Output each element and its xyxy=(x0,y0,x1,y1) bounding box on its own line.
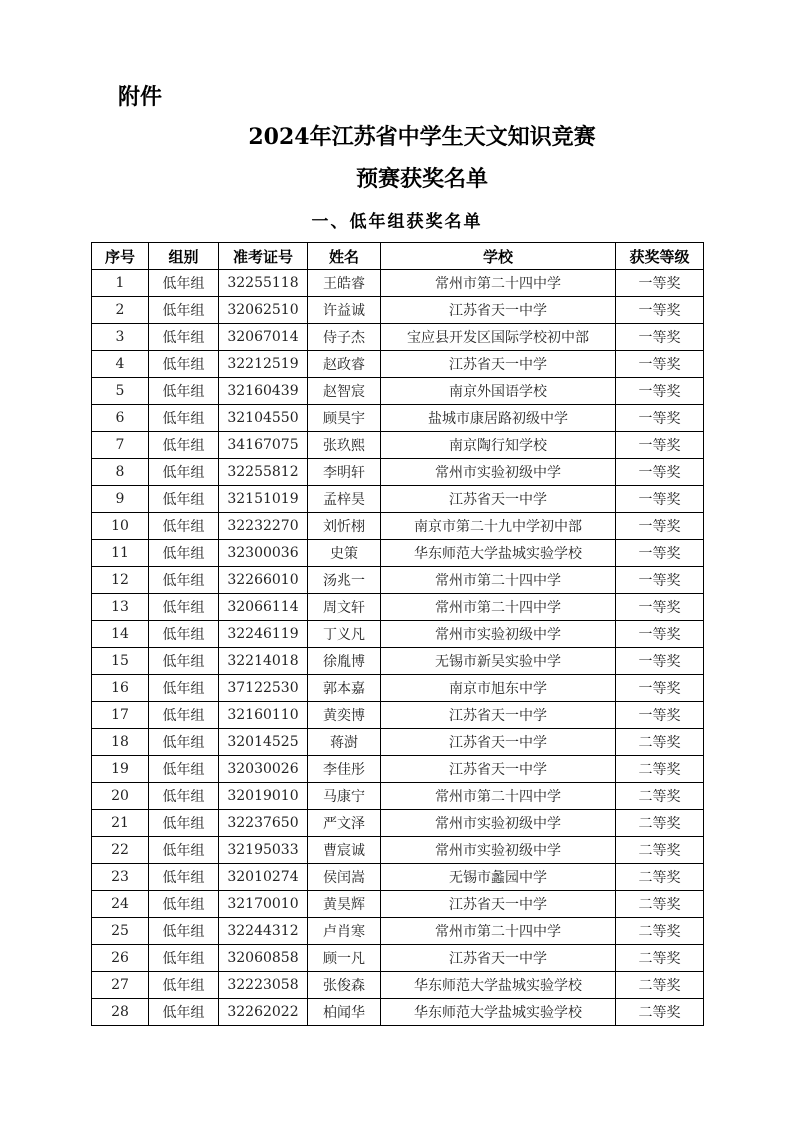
cell-exam-id: 32151019 xyxy=(219,486,308,513)
cell-serial: 20 xyxy=(92,783,149,810)
table-row xyxy=(92,297,704,324)
cell-school: 常州市实验初级中学 xyxy=(381,837,616,864)
cell-group: 低年组 xyxy=(149,486,219,513)
cell-group: 低年组 xyxy=(149,702,219,729)
cell-award-level: 二等奖 xyxy=(616,945,704,972)
cell-name: 郭本嘉 xyxy=(308,675,381,702)
cell-serial: 12 xyxy=(92,567,149,594)
cell-name: 侍子杰 xyxy=(308,324,381,351)
cell-name: 张俊森 xyxy=(308,972,381,999)
cell-exam-id: 32195033 xyxy=(219,837,308,864)
cell-school: 南京市第二十九中学初中部 xyxy=(381,513,616,540)
table-row xyxy=(92,324,704,351)
cell-school: 无锡市蠡园中学 xyxy=(381,864,616,891)
cell-group: 低年组 xyxy=(149,999,219,1026)
cell-school: 江苏省天一中学 xyxy=(381,945,616,972)
header-group: 组别 xyxy=(149,243,219,270)
cell-serial: 22 xyxy=(92,837,149,864)
cell-school: 常州市第二十四中学 xyxy=(381,567,616,594)
cell-school: 南京陶行知学校 xyxy=(381,432,616,459)
cell-school: 常州市第二十四中学 xyxy=(381,594,616,621)
table-row xyxy=(92,729,704,756)
cell-exam-id: 32067014 xyxy=(219,324,308,351)
cell-school: 常州市实验初级中学 xyxy=(381,810,616,837)
cell-award-level: 二等奖 xyxy=(616,810,704,837)
cell-serial: 6 xyxy=(92,405,149,432)
cell-serial: 8 xyxy=(92,459,149,486)
cell-exam-id: 32019010 xyxy=(219,783,308,810)
table-row xyxy=(92,486,704,513)
cell-exam-id: 32244312 xyxy=(219,918,308,945)
cell-name: 张玖熙 xyxy=(308,432,381,459)
cell-award-level: 二等奖 xyxy=(616,999,704,1026)
header-name: 姓名 xyxy=(308,243,381,270)
table-row xyxy=(92,621,704,648)
table-row xyxy=(92,756,704,783)
cell-school: 江苏省天一中学 xyxy=(381,351,616,378)
cell-group: 低年组 xyxy=(149,729,219,756)
cell-award-level: 二等奖 xyxy=(616,972,704,999)
table-row xyxy=(92,810,704,837)
table-row xyxy=(92,891,704,918)
cell-award-level: 二等奖 xyxy=(616,756,704,783)
cell-group: 低年组 xyxy=(149,675,219,702)
cell-award-level: 二等奖 xyxy=(616,918,704,945)
cell-serial: 18 xyxy=(92,729,149,756)
cell-award-level: 二等奖 xyxy=(616,864,704,891)
cell-group: 低年组 xyxy=(149,432,219,459)
table-row xyxy=(92,540,704,567)
cell-group: 低年组 xyxy=(149,567,219,594)
cell-exam-id: 32223058 xyxy=(219,972,308,999)
cell-name: 徐胤博 xyxy=(308,648,381,675)
cell-group: 低年组 xyxy=(149,594,219,621)
cell-award-level: 一等奖 xyxy=(616,540,704,567)
cell-exam-id: 34167075 xyxy=(219,432,308,459)
table-row xyxy=(92,513,704,540)
table-row xyxy=(92,675,704,702)
cell-serial: 21 xyxy=(92,810,149,837)
cell-school: 无锡市新吴实验中学 xyxy=(381,648,616,675)
cell-serial: 4 xyxy=(92,351,149,378)
cell-name: 赵政睿 xyxy=(308,351,381,378)
table-row xyxy=(92,459,704,486)
table-row xyxy=(92,648,704,675)
cell-group: 低年组 xyxy=(149,351,219,378)
cell-award-level: 二等奖 xyxy=(616,837,704,864)
cell-name: 孟梓昊 xyxy=(308,486,381,513)
cell-name: 黄奕博 xyxy=(308,702,381,729)
cell-serial: 14 xyxy=(92,621,149,648)
cell-group: 低年组 xyxy=(149,783,219,810)
cell-award-level: 一等奖 xyxy=(616,702,704,729)
table-header-row xyxy=(92,243,704,270)
cell-school: 江苏省天一中学 xyxy=(381,891,616,918)
cell-name: 蒋澍 xyxy=(308,729,381,756)
cell-school: 华东师范大学盐城实验学校 xyxy=(381,972,616,999)
cell-exam-id: 32160439 xyxy=(219,378,308,405)
cell-exam-id: 32232270 xyxy=(219,513,308,540)
cell-exam-id: 32170010 xyxy=(219,891,308,918)
cell-name: 许益诚 xyxy=(308,297,381,324)
cell-award-level: 一等奖 xyxy=(616,297,704,324)
award-table xyxy=(91,242,704,1026)
cell-group: 低年组 xyxy=(149,918,219,945)
header-school: 学校 xyxy=(381,243,616,270)
cell-school: 江苏省天一中学 xyxy=(381,756,616,783)
cell-exam-id: 32062510 xyxy=(219,297,308,324)
cell-serial: 1 xyxy=(92,270,149,297)
table-row xyxy=(92,945,704,972)
cell-exam-id: 32266010 xyxy=(219,567,308,594)
header-exam-id: 准考证号 xyxy=(219,243,308,270)
cell-school: 华东师范大学盐城实验学校 xyxy=(381,540,616,567)
table-row xyxy=(92,378,704,405)
cell-name: 赵智宸 xyxy=(308,378,381,405)
table-row xyxy=(92,864,704,891)
cell-serial: 23 xyxy=(92,864,149,891)
cell-award-level: 一等奖 xyxy=(616,459,704,486)
cell-serial: 5 xyxy=(92,378,149,405)
cell-school: 常州市实验初级中学 xyxy=(381,621,616,648)
table-row xyxy=(92,432,704,459)
cell-school: 南京外国语学校 xyxy=(381,378,616,405)
table-row xyxy=(92,594,704,621)
cell-award-level: 一等奖 xyxy=(616,432,704,459)
cell-name: 严文泽 xyxy=(308,810,381,837)
cell-award-level: 一等奖 xyxy=(616,405,704,432)
table-row xyxy=(92,783,704,810)
cell-name: 刘忻栩 xyxy=(308,513,381,540)
cell-school: 常州市第二十四中学 xyxy=(381,783,616,810)
cell-group: 低年组 xyxy=(149,972,219,999)
cell-name: 曹宸诚 xyxy=(308,837,381,864)
attachment-label: 附件 xyxy=(118,85,163,110)
cell-exam-id: 32160110 xyxy=(219,702,308,729)
cell-exam-id: 32104550 xyxy=(219,405,308,432)
cell-group: 低年组 xyxy=(149,810,219,837)
cell-school: 盐城市康居路初级中学 xyxy=(381,405,616,432)
cell-group: 低年组 xyxy=(149,621,219,648)
cell-group: 低年组 xyxy=(149,405,219,432)
cell-serial: 11 xyxy=(92,540,149,567)
cell-serial: 3 xyxy=(92,324,149,351)
cell-serial: 17 xyxy=(92,702,149,729)
cell-serial: 26 xyxy=(92,945,149,972)
table-body xyxy=(92,270,704,1026)
cell-exam-id: 37122530 xyxy=(219,675,308,702)
cell-serial: 19 xyxy=(92,756,149,783)
cell-serial: 15 xyxy=(92,648,149,675)
cell-exam-id: 32030026 xyxy=(219,756,308,783)
cell-name: 马康宁 xyxy=(308,783,381,810)
cell-award-level: 一等奖 xyxy=(616,567,704,594)
cell-name: 丁义凡 xyxy=(308,621,381,648)
cell-serial: 16 xyxy=(92,675,149,702)
table-row xyxy=(92,999,704,1026)
cell-exam-id: 32212519 xyxy=(219,351,308,378)
cell-group: 低年组 xyxy=(149,297,219,324)
cell-exam-id: 32214018 xyxy=(219,648,308,675)
cell-group: 低年组 xyxy=(149,324,219,351)
table-row xyxy=(92,702,704,729)
cell-name: 周文轩 xyxy=(308,594,381,621)
cell-group: 低年组 xyxy=(149,648,219,675)
document-title-line1: 2024年江苏省中学生天文知识竞赛 xyxy=(248,124,596,150)
cell-award-level: 一等奖 xyxy=(616,513,704,540)
cell-exam-id: 32066114 xyxy=(219,594,308,621)
cell-exam-id: 32014525 xyxy=(219,729,308,756)
cell-school: 江苏省天一中学 xyxy=(381,702,616,729)
cell-group: 低年组 xyxy=(149,270,219,297)
cell-serial: 9 xyxy=(92,486,149,513)
header-award-level: 获奖等级 xyxy=(616,243,704,270)
cell-school: 华东师范大学盐城实验学校 xyxy=(381,999,616,1026)
cell-award-level: 二等奖 xyxy=(616,891,704,918)
cell-award-level: 一等奖 xyxy=(616,594,704,621)
cell-name: 汤兆一 xyxy=(308,567,381,594)
cell-school: 江苏省天一中学 xyxy=(381,729,616,756)
cell-award-level: 一等奖 xyxy=(616,351,704,378)
document-title-line2: 预赛获奖名单 xyxy=(355,166,488,192)
cell-name: 李明轩 xyxy=(308,459,381,486)
cell-award-level: 二等奖 xyxy=(616,783,704,810)
table-row xyxy=(92,567,704,594)
cell-serial: 28 xyxy=(92,999,149,1026)
section-title: 一、低年组获奖名单 xyxy=(311,212,483,232)
cell-serial: 24 xyxy=(92,891,149,918)
cell-exam-id: 32246119 xyxy=(219,621,308,648)
table-row xyxy=(92,351,704,378)
cell-name: 侯闰嵩 xyxy=(308,864,381,891)
cell-serial: 7 xyxy=(92,432,149,459)
cell-name: 顾一凡 xyxy=(308,945,381,972)
cell-group: 低年组 xyxy=(149,513,219,540)
cell-serial: 10 xyxy=(92,513,149,540)
cell-group: 低年组 xyxy=(149,459,219,486)
cell-award-level: 一等奖 xyxy=(616,324,704,351)
cell-group: 低年组 xyxy=(149,540,219,567)
cell-award-level: 二等奖 xyxy=(616,729,704,756)
cell-name: 卢肖寒 xyxy=(308,918,381,945)
cell-serial: 25 xyxy=(92,918,149,945)
cell-name: 顾昊宇 xyxy=(308,405,381,432)
cell-exam-id: 32262022 xyxy=(219,999,308,1026)
cell-exam-id: 32237650 xyxy=(219,810,308,837)
cell-group: 低年组 xyxy=(149,945,219,972)
cell-school: 江苏省天一中学 xyxy=(381,297,616,324)
cell-exam-id: 32255812 xyxy=(219,459,308,486)
cell-school: 常州市实验初级中学 xyxy=(381,459,616,486)
header-serial: 序号 xyxy=(92,243,149,270)
cell-exam-id: 32300036 xyxy=(219,540,308,567)
cell-exam-id: 32060858 xyxy=(219,945,308,972)
cell-school: 宝应县开发区国际学校初中部 xyxy=(381,324,616,351)
cell-group: 低年组 xyxy=(149,378,219,405)
cell-exam-id: 32010274 xyxy=(219,864,308,891)
cell-award-level: 一等奖 xyxy=(616,270,704,297)
table-row xyxy=(92,405,704,432)
cell-name: 史策 xyxy=(308,540,381,567)
table-row xyxy=(92,837,704,864)
cell-group: 低年组 xyxy=(149,891,219,918)
cell-award-level: 一等奖 xyxy=(616,675,704,702)
table-row xyxy=(92,918,704,945)
cell-award-level: 一等奖 xyxy=(616,486,704,513)
cell-name: 王皓睿 xyxy=(308,270,381,297)
cell-name: 李佳彤 xyxy=(308,756,381,783)
cell-serial: 13 xyxy=(92,594,149,621)
cell-name: 黄昊辉 xyxy=(308,891,381,918)
cell-group: 低年组 xyxy=(149,837,219,864)
cell-name: 柏闻华 xyxy=(308,999,381,1026)
cell-school: 南京市旭东中学 xyxy=(381,675,616,702)
cell-school: 常州市第二十四中学 xyxy=(381,270,616,297)
cell-serial: 2 xyxy=(92,297,149,324)
cell-group: 低年组 xyxy=(149,864,219,891)
cell-school: 常州市第二十四中学 xyxy=(381,918,616,945)
cell-serial: 27 xyxy=(92,972,149,999)
cell-exam-id: 32255118 xyxy=(219,270,308,297)
cell-award-level: 一等奖 xyxy=(616,378,704,405)
table-row xyxy=(92,270,704,297)
cell-award-level: 一等奖 xyxy=(616,621,704,648)
table-row xyxy=(92,972,704,999)
cell-award-level: 一等奖 xyxy=(616,648,704,675)
cell-school: 江苏省天一中学 xyxy=(381,486,616,513)
cell-group: 低年组 xyxy=(149,756,219,783)
